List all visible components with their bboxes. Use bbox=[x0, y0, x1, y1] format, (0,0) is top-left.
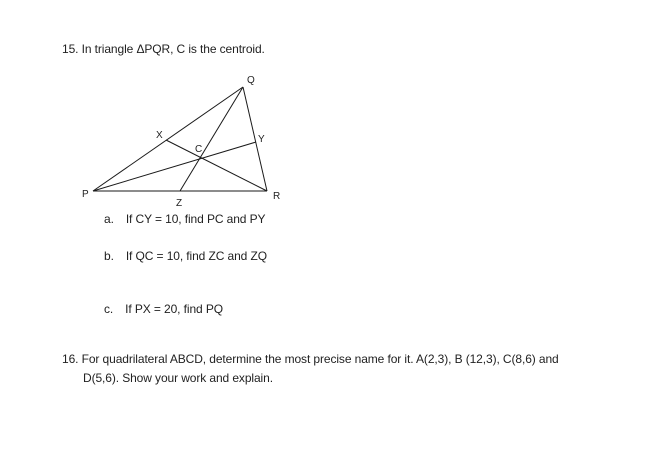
question-15-part-c bbox=[104, 302, 223, 317]
question-16-line-1: 16. For quadrilateral ABCD, determine the most precise name for it. A(2,3), B (12,3), C(8,6) and bbox=[62, 352, 559, 366]
question-15-part-a bbox=[104, 212, 265, 227]
side-pq bbox=[93, 87, 243, 191]
label-c: C bbox=[195, 144, 203, 155]
median-px bbox=[93, 142, 256, 191]
part-c-label: c. bbox=[104, 302, 114, 316]
question-15-part-b bbox=[104, 249, 267, 264]
median-qz bbox=[180, 87, 243, 191]
label-y: Y bbox=[258, 134, 265, 145]
part-a-text: If CY = 10, find PC and PY bbox=[125, 212, 266, 226]
label-z: Z bbox=[176, 198, 183, 209]
part-b-label: b. bbox=[104, 249, 114, 263]
label-q: Q bbox=[247, 75, 255, 86]
part-c-text: If PX = 20, find PQ bbox=[125, 302, 223, 316]
question-15-title: 15. In triangle ΔPQR, C is the centroid. bbox=[62, 42, 265, 56]
label-p: P bbox=[82, 189, 89, 200]
part-b-text: If QC = 10, find ZC and ZQ bbox=[125, 249, 267, 263]
label-x: X bbox=[156, 130, 163, 141]
label-r: R bbox=[273, 191, 281, 202]
question-16-line-2: D(5,6). Show your work and explain. bbox=[83, 371, 273, 385]
median-rx bbox=[166, 140, 267, 191]
part-a-label: a. bbox=[104, 212, 114, 226]
